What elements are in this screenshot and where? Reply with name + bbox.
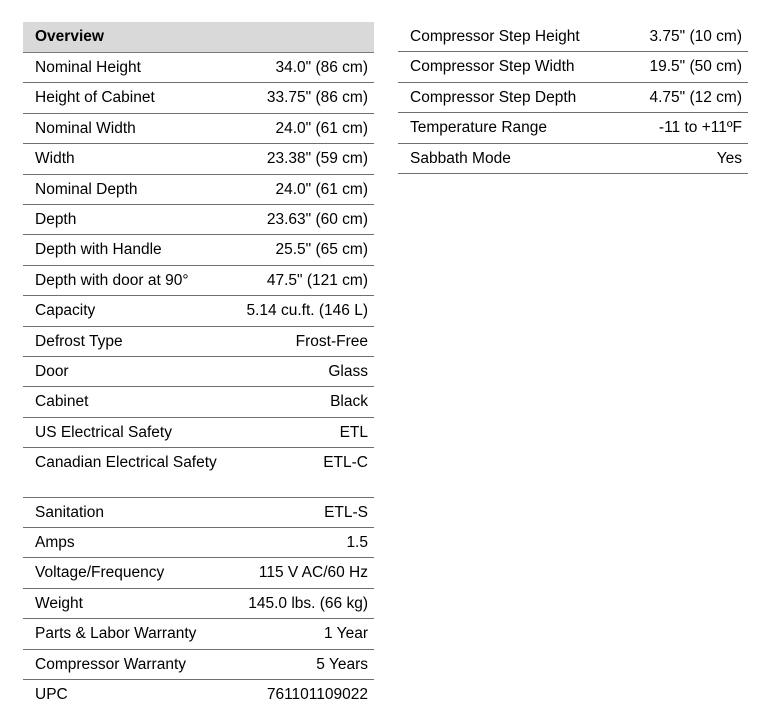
spec-row bbox=[23, 327, 374, 357]
spec-row bbox=[23, 235, 374, 265]
spec-label: Door bbox=[35, 362, 69, 380]
spec-row bbox=[23, 558, 374, 588]
spec-row bbox=[398, 113, 748, 143]
spec-row bbox=[23, 175, 374, 205]
spec-row bbox=[398, 52, 748, 82]
spec-label: Nominal Height bbox=[35, 59, 141, 76]
spec-value: Black bbox=[330, 393, 368, 411]
spec-label: Nominal Depth bbox=[35, 180, 138, 198]
spec-label: Width bbox=[35, 150, 75, 168]
spec-value: ETL-C bbox=[323, 454, 368, 472]
compressor-spec-table bbox=[398, 22, 748, 174]
spec-label: US Electrical Safety bbox=[35, 423, 172, 441]
spec-label: Canadian Electrical Safety bbox=[35, 454, 217, 472]
spec-label: Sabbath Mode bbox=[410, 149, 511, 167]
spec-label: Cabinet bbox=[35, 393, 89, 411]
spec-value: 115 V AC/60 Hz bbox=[258, 564, 368, 582]
spec-value: 3.75" (10 cm) bbox=[649, 28, 742, 45]
spec-row bbox=[23, 357, 374, 387]
spec-value: ETL-S bbox=[324, 503, 368, 521]
spec-value: 5.14 cu.ft. (146 L) bbox=[246, 302, 368, 320]
spec-label: Weight bbox=[35, 594, 83, 612]
spec-value: 24.0" (61 cm) bbox=[275, 119, 368, 137]
spec-label: Height of Cabinet bbox=[35, 89, 155, 107]
spec-label: Depth with door at 90° bbox=[35, 271, 189, 289]
spec-label: UPC bbox=[35, 685, 68, 703]
spec-row bbox=[398, 144, 748, 174]
spec-row bbox=[23, 448, 374, 498]
spec-label: Sanitation bbox=[35, 503, 104, 521]
spec-value: 145.0 lbs. (66 kg) bbox=[248, 594, 368, 612]
spec-value: Yes bbox=[716, 149, 742, 167]
spec-label: Depth bbox=[35, 210, 77, 228]
spec-row bbox=[23, 418, 374, 448]
overview-spec-table bbox=[23, 22, 374, 710]
overview-header: Overview bbox=[23, 22, 374, 53]
spec-value: Glass bbox=[328, 362, 368, 380]
spec-label: Compressor Warranty bbox=[35, 655, 187, 673]
spec-row bbox=[398, 83, 748, 113]
spec-value: 5 Years bbox=[316, 655, 368, 673]
spec-value: 23.38" (59 cm) bbox=[266, 150, 368, 168]
spec-value: Frost-Free bbox=[295, 332, 368, 350]
spec-row bbox=[23, 619, 374, 649]
spec-value: 19.5" (50 cm) bbox=[649, 58, 742, 76]
spec-label: Parts & Labor Warranty bbox=[35, 625, 197, 643]
spec-value: 4.75" (12 cm) bbox=[649, 88, 742, 106]
spec-label: Compressor Step Height bbox=[410, 28, 580, 45]
spec-row bbox=[23, 83, 374, 113]
spec-value: 23.63" (60 cm) bbox=[266, 210, 368, 228]
spec-value: 34.0" (86 cm) bbox=[275, 59, 368, 76]
spec-row bbox=[23, 650, 374, 680]
spec-row bbox=[23, 589, 374, 619]
spec-row bbox=[23, 114, 374, 144]
spec-value: 1 Year bbox=[324, 625, 368, 643]
spec-value: ETL bbox=[339, 423, 368, 441]
spec-label: Depth with Handle bbox=[35, 241, 162, 259]
spec-row bbox=[398, 22, 748, 52]
spec-row bbox=[23, 387, 374, 417]
spec-label: Capacity bbox=[35, 302, 96, 320]
spec-row bbox=[23, 296, 374, 326]
spec-label: Amps bbox=[35, 533, 75, 551]
spec-value: 47.5" (121 cm) bbox=[266, 271, 368, 289]
spec-value: 1.5 bbox=[346, 533, 368, 551]
spec-label: Defrost Type bbox=[35, 332, 123, 350]
spec-value: -11 to +11ºF bbox=[658, 119, 742, 137]
spec-label: Temperature Range bbox=[410, 119, 547, 137]
spec-label: Compressor Step Depth bbox=[410, 88, 577, 106]
spec-value: 24.0" (61 cm) bbox=[275, 180, 368, 198]
spec-row bbox=[23, 498, 374, 528]
spec-row bbox=[23, 53, 374, 83]
spec-row bbox=[23, 144, 374, 174]
spec-value: 761101109022 bbox=[266, 685, 368, 703]
spec-label: Compressor Step Width bbox=[410, 58, 575, 76]
spec-row bbox=[23, 205, 374, 235]
spec-value: 25.5" (65 cm) bbox=[275, 241, 368, 259]
spec-row bbox=[23, 680, 374, 710]
spec-value: 33.75" (86 cm) bbox=[266, 89, 368, 107]
spec-row bbox=[23, 528, 374, 558]
spec-label: Nominal Width bbox=[35, 119, 136, 137]
spec-label: Voltage/Frequency bbox=[35, 564, 165, 582]
spec-row bbox=[23, 266, 374, 296]
